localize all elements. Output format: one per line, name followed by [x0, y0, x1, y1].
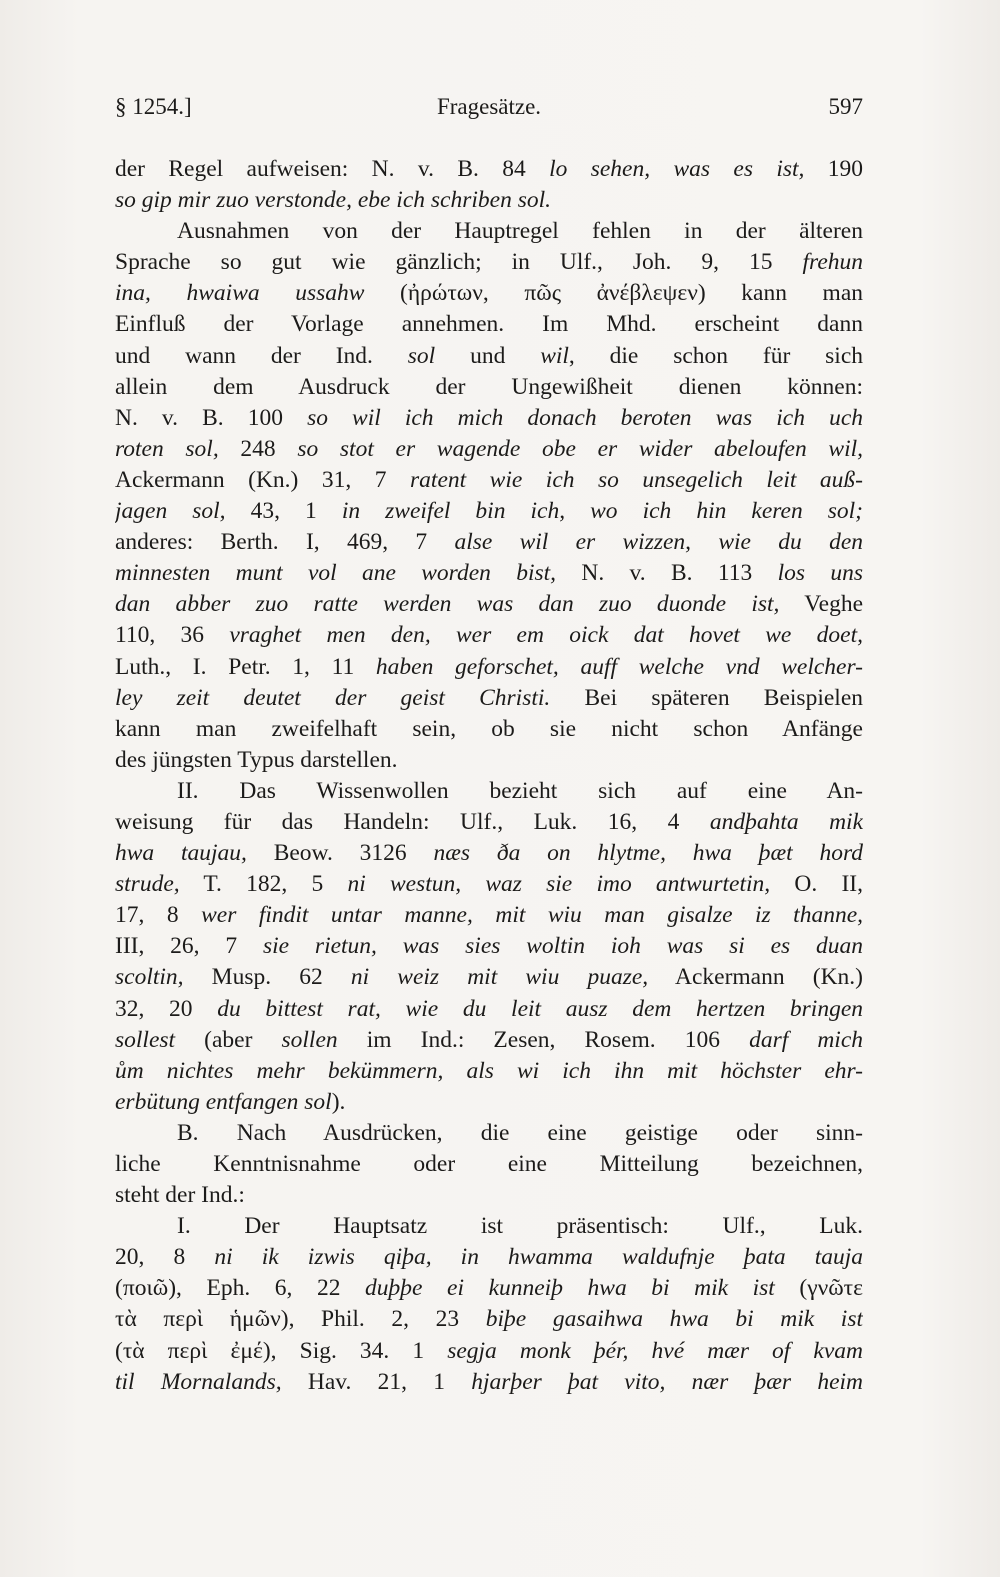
text-line: Sprache so gut wie gänzlich; in Ulf., Joh. 9, 15 frehun	[115, 249, 863, 276]
text-line: der Regel aufweisen: N. v. B. 84 lo sehen, was es ist, 190	[115, 156, 863, 182]
running-header	[115, 94, 863, 126]
page-number: 597	[828, 94, 863, 119]
text-line: hwa taujau, Beow. 3126 næs ða on hlytme, hwa þæt hord	[115, 840, 863, 867]
text-line: strude, T. 182, 5 ni westun, waz sie imo antwurtetin, O. II,	[115, 871, 863, 898]
text-line: B. Nach Ausdrücken, die eine geistige oder sinn-	[177, 1119, 863, 1146]
text-line: scoltin, Musp. 62 ni weiz mit wiu puaze, Ackermann (Kn.)	[115, 964, 863, 991]
text-line: Ausnahmen von der Hauptregel fehlen in der älteren	[177, 218, 863, 245]
text-line: steht der Ind.:	[115, 1182, 245, 1209]
text-line: III, 26, 7 sie rietun, was sies woltin ioh was si es duan	[115, 933, 863, 960]
text-line: und wann der Ind. sol und wil, die schon für sich	[115, 342, 863, 369]
text-line: N. v. B. 100 so wil ich mich donach beroten was ich uch	[115, 404, 863, 431]
body-text	[115, 154, 863, 1398]
text-line: dan abber zuo ratte werden was dan zuo duonde ist, Veghe	[115, 591, 863, 618]
text-line: anderes: Berth. I, 469, 7 alse wil er wizzen, wie du den	[115, 529, 863, 556]
text-line: liche Kenntnisnahme oder eine Mitteilung bezeichnen,	[115, 1151, 863, 1177]
text-line: 110, 36 vraghet men den, wer em oick dat hovet we doet,	[115, 622, 863, 649]
text-line: des jüngsten Typus darstellen.	[115, 746, 398, 773]
text-line: τὰ περὶ ἡμῶν), Phil. 2, 23 biþe gasaihwa hwa bi mik ist	[115, 1306, 863, 1333]
text-line: 32, 20 du bittest rat, wie du leit ausz dem hertzen bringen	[115, 995, 863, 1022]
text-line: 20, 8 ni ik izwis qiþa, in hwamma waldufnje þata tauja	[115, 1244, 863, 1271]
section-marker: § 1254.]	[115, 94, 192, 119]
text-line: jagen sol, 43, 1 in zweifel bin ich, wo ich hin keren sol;	[115, 498, 863, 525]
text-line: ům nichtes mehr bekümmern, als wi ich ihn mit höchster ehr-	[115, 1057, 863, 1084]
text-line: Luth., I. Petr. 1, 11 haben geforschet, auff welche vnd welcher-	[115, 653, 863, 680]
text-line: kann man zweifelhaft sein, ob sie nicht schon Anfänge	[115, 715, 863, 742]
text-line: Ackermann (Kn.) 31, 7 ratent wie ich so unsegelich leit auß-	[115, 466, 863, 493]
text-line: minnesten munt vol ane worden bist, N. v. B. 113 los uns	[115, 560, 863, 587]
text-line: ley zeit deutet der geist Christi. Bei späteren Beispielen	[115, 684, 863, 711]
text-line: roten sol, 248 so stot er wagende obe er wider abeloufen wil,	[115, 435, 863, 462]
text-line: 17, 8 wer findit untar manne, mit wiu man gisalze iz thanne,	[115, 902, 863, 929]
text-line: sollest (aber sollen im Ind.: Zesen, Rosem. 106 darf mich	[115, 1026, 863, 1053]
chapter-title: Fragesätze.	[436, 94, 542, 119]
text-line: allein dem Ausdruck der Ungewißheit dienen können:	[115, 373, 863, 400]
text-line: ina, hwaiwa ussahw (ἠρώτων, πῶς ἀνέβλεψεν) kann man	[115, 280, 863, 307]
text-line: so gip mir zuo verstonde, ebe ich schriben sol.	[115, 187, 552, 214]
text-line: erbütung entfangen sol).	[115, 1088, 346, 1115]
text-line: til Mornalands, Hav. 21, 1 hjarþer þat vito, nær þær heim	[115, 1368, 863, 1395]
text-line: (τὰ περὶ ἐμέ), Sig. 34. 1 segja monk þér, hvé mær of kvam	[115, 1337, 863, 1364]
text-line: II. Das Wissenwollen bezieht sich auf eine An-	[177, 777, 863, 804]
text-line: I. Der Hauptsatz ist präsentisch: Ulf., Luk.	[177, 1213, 863, 1240]
text-line: (ποιῶ), Eph. 6, 22 duþþe ei kunneiþ hwa bi mik ist (γνῶτε	[115, 1275, 863, 1302]
text-line: weisung für das Handeln: Ulf., Luk. 16, 4 andþahta mik	[115, 808, 863, 835]
text-line: Einfluß der Vorlage annehmen. Im Mhd. erscheint dann	[115, 311, 863, 338]
